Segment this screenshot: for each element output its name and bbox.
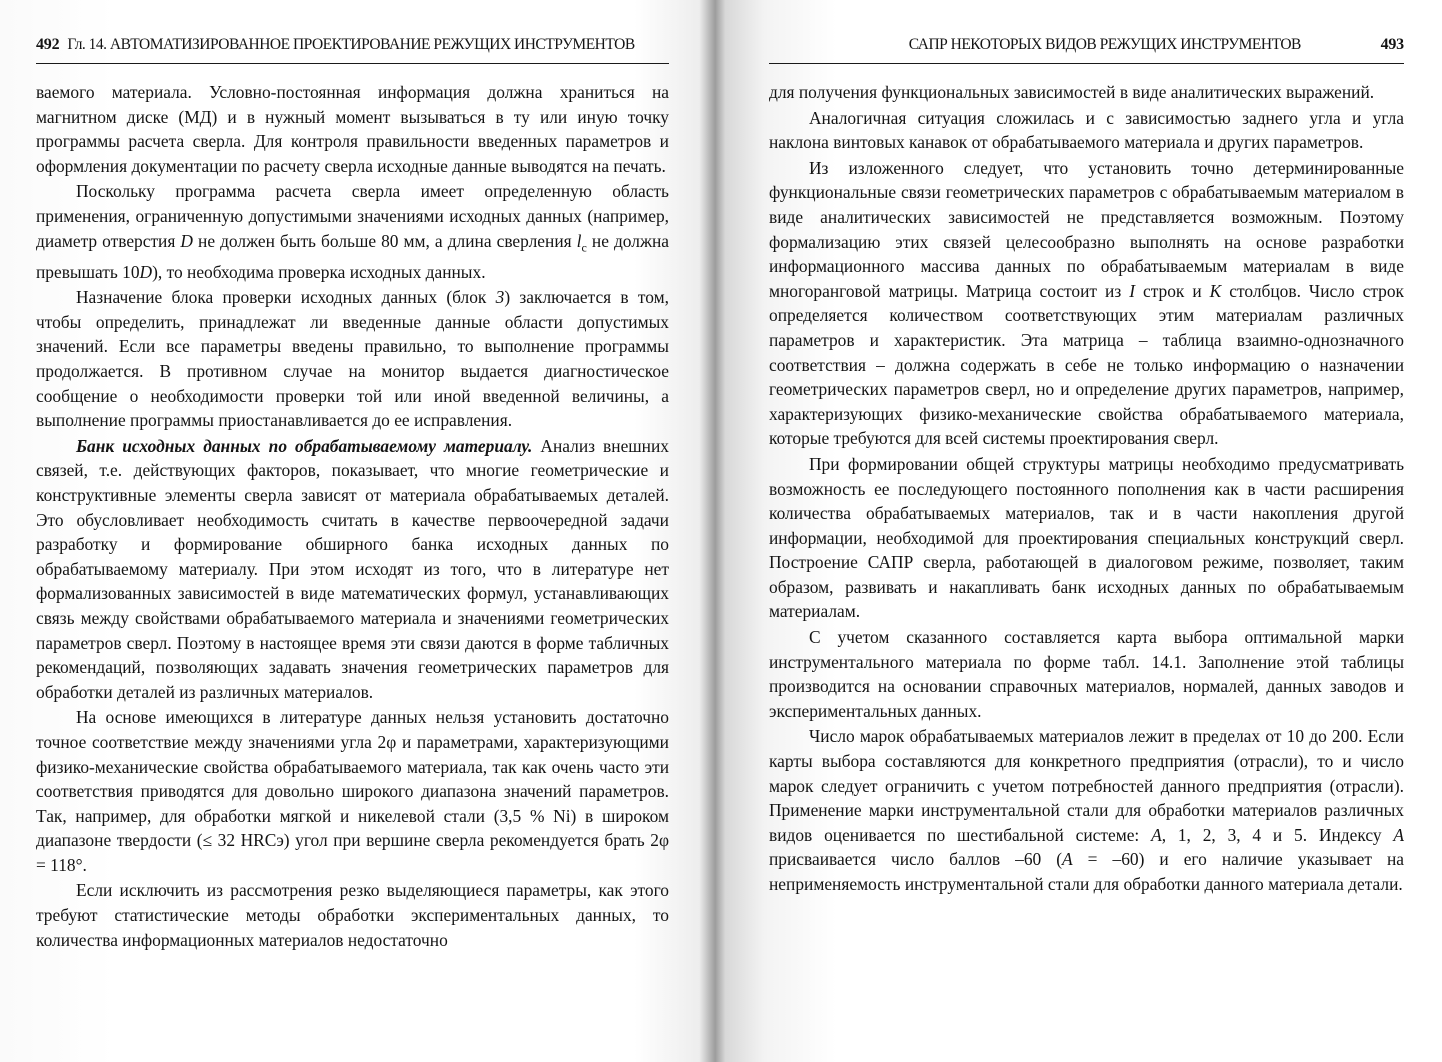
right-page [721, 0, 1442, 1062]
running-head [36, 36, 669, 64]
body-text [36, 80, 669, 952]
section-term: Банк исходных данных по обрабатываемому материалу. [76, 435, 533, 456]
body-text [769, 80, 1404, 897]
running-head-title: САПР НЕКОТОРЫХ ВИДОВ РЕЖУЩИХ ИНСТРУМЕНТОВ [908, 36, 1301, 53]
page-number: 493 [1380, 36, 1404, 53]
running-head [769, 36, 1404, 64]
paragraph: Если исключить из рассмотрения резко выделяющиеся параметры, как этого требуют статистические методы обработки экспериментальных данных, то количества информационных материалов недостаточно [36, 880, 669, 950]
paragraph: Назначение блока проверки исходных данных (блок 3) заключается в том, чтобы определить, принадлежат ли введенные данные области допустимых значений. Если все параметры введены правильно, то выполнение программы продолжается. В противном случае на монитор выдается диагностическое сообщение о необходимости проверки той или иной введенной величины, а выполнение программы приостанавливается до ее исправления. [36, 287, 669, 431]
page-number: 492 [36, 36, 60, 53]
paragraph: ваемого материала. Условно-постоянная информация должна храниться на магнитном диске (МД) и в нужный момент вызываться в ту или иную точку программы расчета сверла. Для контроля правильности введенных параметров и оформления документации по расчету сверла исходные данные выводятся на печать. [36, 82, 669, 176]
paragraph: При формировании общей структуры матрицы необходимо предусматривать возможность ее последующего постоянного пополнения как в части расширения количества обрабатываемых материалов, так и в части накопления другой информации, необходимой для проектирования специальных конструкций сверл. Построение САПР сверла, работающей в диалоговом режиме, позволяет, таким образом, развивать и накапливать банк исходных данных по обрабатываемым материалам. [769, 453, 1404, 622]
running-head-title: Гл. 14. АВТОМАТИЗИРОВАННОЕ ПРОЕКТИРОВАНИЕ РЕЖУЩИХ ИНСТРУМЕНТОВ [67, 36, 635, 53]
paragraph: Поскольку программа расчета сверла имеет определенную область применения, ограниченную допустимыми значениями исходных данных (например, диаметр отверстия D не должен быть больше 80 мм, а длина сверления $l_с$ не должна превышать 10D), то необходима проверка исходных данных. [36, 181, 669, 282]
paragraph: Число марок обрабатываемых материалов лежит в пределах от 10 до 200. Если карты выбора составляются для конкретного предприятия (отрасли), то и число марок следует ограничить с учетом потребностей данного предприятия (отрасли). Применение марки инструментальной стали для обработки материалов различных видов оценивается по шестибальной системе: A, 1, 2, 3, 4 и 5. Индексу A присваивается число баллов –60 (A = –60) и его наличие указывает на неприменяемость инструментальной стали для обработки данного материала детали. [769, 726, 1404, 894]
paragraph: Из изложенного следует, что установить точно детерминированные функциональные связи геометрических параметров с обрабатываемым материалом в виде аналитических зависимостей не представляется возможным. Поэтому формализацию этих связей целесообразно выполнять на основе разработки информационного массива данных по обрабатываемым материалам в виде многоранговой матрицы. Матрица состоит из I строк и K столбцов. Число строк определяется количеством соответствующих этим материалам различных параметров и характеристик. Эта матрица – таблица взаимно-однозначного соответствия – должна содержать в себе не только информацию о назначении геометрических параметров сверл, но и определение других параметров, например, характеризующих физико-механические свойства обрабатываемого материала, которые требуются для всей системы проектирования сверл. [769, 157, 1404, 449]
paragraph: С учетом сказанного составляется карта выбора оптимальной марки инструментального материала по форме табл. 14.1. Заполнение этой таблицы производится на основании справочных материалов, нормалей, данных заводов и экспериментальных данных. [769, 627, 1404, 721]
paragraph: На основе имеющихся в литературе данных нельзя установить достаточно точное соответствие между значениями угла 2φ и параметрами, характеризующими физико-механические свойства обрабатываемого материала, так как очень часто эти соответствия приводятся для довольно широкого диапазона значений параметров. Так, например, для обработки мягкой и никелевой стали (3,5 % Ni) в широком диапазоне твердости (≤ 32 HRCэ) угол при вершине сверла рекомендуется брать 2φ = 118°. [36, 707, 669, 875]
paragraph: Банк исходных данных по обрабатываемому материалу. Анализ внешних связей, т.е. действующих факторов, показывает, что многие геометрические и конструктивные элементы сверла зависят от материала обрабатываемых деталей. Это обусловливает необходимость считать в качестве первоочередной задачи разработку и формирование обширного банка исходных данных по обрабатываемому материалу. При этом исходят из того, что в литературе нет формализованных зависимостей в виде математических формул, устанавливающих связь между свойствами обрабатываемого материала и значениями геометрических параметров сверл. Поэтому в настоящее время эти связи даются в форме табличных рекомендаций, позволяющих задавать значения геометрических параметров для обработки деталей из различных материалов. [36, 435, 669, 702]
paragraph: Аналогичная ситуация сложилась и с зависимостью заднего угла и угла наклона винтовых канавок от обрабатываемого материала и других параметров. [769, 107, 1404, 153]
paragraph: для получения функциональных зависимостей в виде аналитических выражений. [769, 82, 1375, 102]
